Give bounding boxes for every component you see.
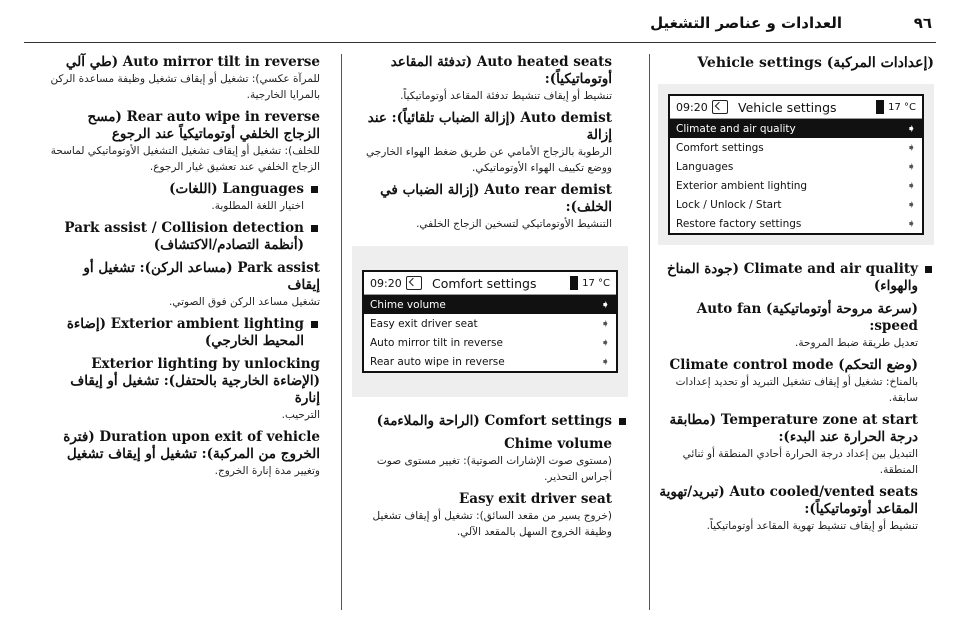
item-climate-control-mode: (وضع التحكم) Climate control mode بالمناخ: تشغيل أو إيقاف تشغيل التبريد أو تحديد إعدادات سابقة. (669, 357, 918, 404)
chevron-right-icon: ➧ (906, 179, 916, 192)
column-divider-right (649, 54, 650, 610)
page-title: العدادات و عناصر التشغيل (650, 14, 842, 32)
screen-time: 09:20 (370, 276, 402, 290)
vehicle-settings-screen (668, 94, 924, 235)
bullet-park-assist (50, 220, 320, 254)
battery-icon (876, 100, 884, 114)
chevron-right-icon: ➧ (600, 336, 610, 349)
chevron-right-icon: ➧ (600, 298, 610, 311)
bullet-climate (658, 261, 934, 295)
header-rule (24, 42, 936, 43)
screen-title: Vehicle settings (738, 99, 837, 115)
menu-item-rear-wipe[interactable]: Rear auto wipe in reverse ➧ (370, 355, 610, 368)
bullet-head-climate: Climate and air quality (جودة المناخ والهواء) (658, 261, 934, 295)
bullet-comfort (352, 413, 628, 430)
item-easy-exit: Easy exit driver seat (خروج يسير من مقعد السائق): تشغيل أو إيقاف تشغيل وظيفة الخروج السهل بالمقعد الآلي. (372, 491, 612, 538)
item-auto-heated-seats: Auto heated seats (تدفئة المقاعد أوتوماتيكياً): تنشيط أو إيقاف تنشيط تدفئة المقاعد أوتوماتيكياً. (390, 54, 612, 102)
screen-temp: 17 °C (582, 277, 610, 289)
item-mirror-tilt: Auto mirror tilt in reverse (طي آلي للمرآة عكسي): تشغيل أو إيقاف تشغيل وظيفة مساعدة الركن بالمرايا الخارجية. (50, 54, 320, 101)
screen-title: Comfort settings (432, 275, 537, 291)
menu-item-exterior-lighting[interactable]: Exterior ambient lighting ➧ (676, 179, 916, 192)
chevron-right-icon: ➧ (600, 355, 610, 368)
item-auto-fan-speed: (سرعة مروحة أوتوماتيكية) Auto fan speed: تعديل طريقة ضبط المروحة. (696, 301, 918, 349)
vehicle-settings-screen-frame (658, 84, 934, 245)
chevron-right-icon: ➧ (906, 141, 916, 154)
screen-time: 09:20 (676, 100, 708, 114)
chevron-right-icon: ➧ (906, 122, 916, 135)
chevron-right-icon: ➧ (906, 198, 916, 211)
menu-item-comfort[interactable]: Comfort settings ➧ (676, 141, 916, 154)
item-exterior-lighting-unlock: Exterior lighting by unlocking (الإضاءة الخارجية بالحتفل): تشغيل أو إيقاف إنارة الترحيب. (70, 356, 320, 421)
middle-column (352, 54, 628, 546)
right-column (658, 54, 934, 540)
page-header (0, 0, 960, 40)
back-icon[interactable] (712, 100, 728, 114)
item-auto-rear-demist: Auto rear demist (إزالة الضباب في الخلف): التنشيط الأوتوماتيكي لتسخين الزجاج الخلفي. (380, 182, 612, 230)
comfort-settings-screen-frame (352, 246, 628, 397)
menu-item-lock-unlock[interactable]: Lock / Unlock / Start ➧ (676, 198, 916, 211)
chevron-right-icon: ➧ (906, 160, 916, 173)
item-auto-cooled-seats: Auto cooled/vented seats (تبريد/تهوية المقاعد أوتوماتيكياً): تنشيط أو إيقاف تنشيط تهوية المقاعد أوتوماتيكياً. (659, 484, 918, 532)
chevron-right-icon: ➧ (600, 317, 610, 330)
bullet-head-exterior-lighting: Exterior ambient lighting (إضاءة المحيط الخارجي) (50, 316, 320, 350)
section-title-vehicle-settings: (إعدادات المركبة) Vehicle settings (697, 55, 934, 71)
item-chime-volume: Chime volume (مستوى صوت الإشارات الصوتية): تغيير مستوى صوت أجراس التحذير. (376, 436, 612, 483)
menu-item-mirror-tilt[interactable]: Auto mirror tilt in reverse ➧ (370, 336, 610, 349)
bullet-languages: Languages (اللغات) اختيار اللغة المطلوبة. (50, 181, 320, 214)
item-auto-demist: Auto demist (إزالة الضباب تلقائياً): عند إزالة الرطوبة بالزجاج الأمامي عن طريق ضغط الهواء الخارجي ووضع تكييف الهواء الأوتوماتيكي. (366, 110, 612, 174)
menu-item-languages[interactable]: Languages ➧ (676, 160, 916, 173)
menu-item-restore[interactable]: Restore factory settings ➧ (676, 217, 916, 230)
menu-item-climate[interactable]: Climate and air quality ➧ (670, 119, 922, 138)
bullet-head-comfort: Comfort settings (الراحة والملاءمة) (352, 413, 628, 430)
comfort-settings-screen (362, 270, 618, 373)
left-column (50, 54, 320, 485)
column-divider-left (341, 54, 342, 610)
battery-icon (570, 276, 578, 290)
screen-top-bar (670, 96, 922, 119)
item-temperature-zone: Temperature zone at start (مطابقة درجة الحرارة عند البدء): التبديل بين إعداد درجة الحرارة أحادي المنطقة أو ثنائي المنطقة. (669, 412, 918, 476)
item-park-assist: Park assist (مساعد الركن): تشغيل أو إيقاف تشغيل مساعد الركن فوق الصوتي. (83, 260, 320, 308)
back-icon[interactable] (406, 276, 422, 290)
chevron-right-icon: ➧ (906, 217, 916, 230)
screen-top-bar (364, 272, 616, 295)
item-exit-duration: Duration upon exit of vehicle (فترة الخروج من المركبة): تشغيل أو إيقاف تشغيل وتغيير مدة إنارة الخروج. (63, 429, 320, 477)
item-rear-wipe: Rear auto wipe in reverse (مسح الزجاج الخلفي أوتوماتيكياً عند الرجوع للخلف): تشغيل أو إيقاف تشغيل التشغيل الأوتوماتيكي لماسحة الزجاج الخلفي عند تعشيق غيار الرجوع. (50, 109, 320, 173)
bullet-head-park-assist: Park assist / Collision detection (أنظمة التصادم/الاكتشاف) (50, 220, 320, 254)
bullet-exterior-lighting (50, 316, 320, 350)
bullet-head-languages: Languages (اللغات) (50, 181, 320, 198)
screen-temp: 17 °C (888, 101, 916, 113)
menu-item-easy-exit[interactable]: Easy exit driver seat ➧ (370, 317, 610, 330)
page-number: ٩٦ (913, 14, 932, 32)
menu-item-chime-volume[interactable]: Chime volume ➧ (364, 295, 616, 314)
